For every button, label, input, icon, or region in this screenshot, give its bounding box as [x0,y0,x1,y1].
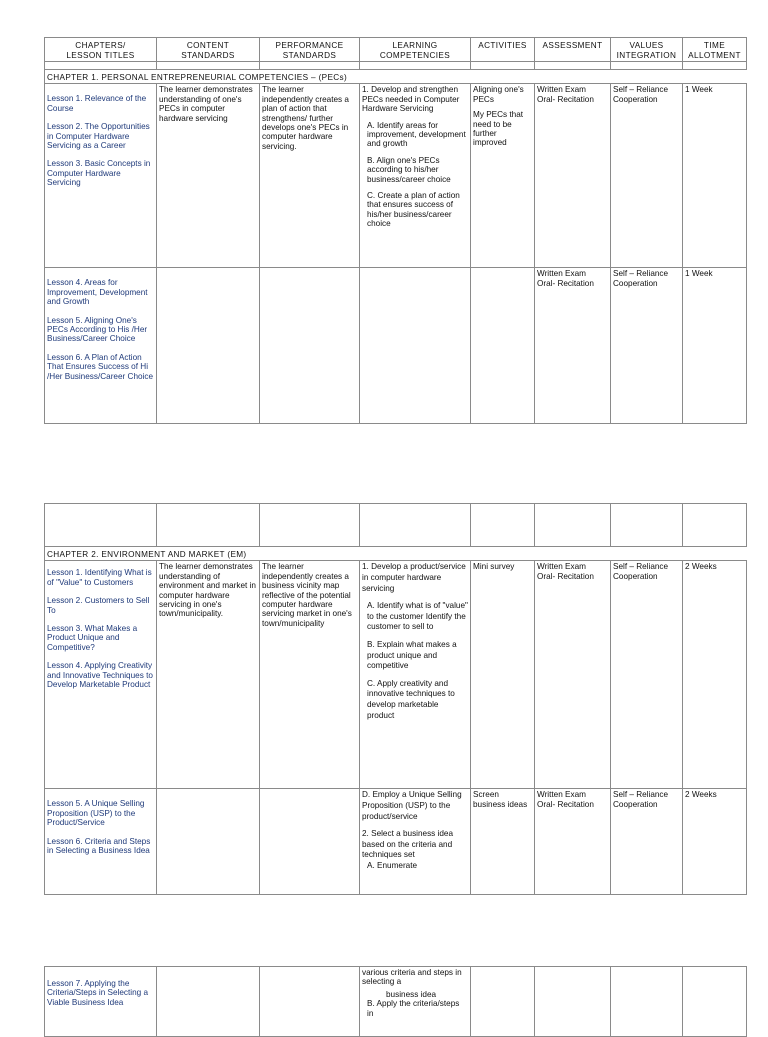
content-standard-cell [157,789,260,895]
value-item: Cooperation [613,571,658,581]
assessment-item: Oral- Recitation [537,799,594,809]
competency-item: B. Align one's PECs according to his/her business/career choice [367,155,451,184]
header-assessment: ASSESSMENT [535,38,611,62]
lesson-titles-cell [45,967,157,1037]
lesson-title: Lesson 5. A Unique Selling Proposition (USP) to the Product/Service [47,799,145,828]
lesson-title: Lesson 4. Applying Creativity and Innovative Techniques to Develop Marketable Product [47,661,153,690]
table-row [45,967,747,1037]
header-row-empty [45,504,747,547]
competency-item: C. Apply creativity and innovative techniques to develop marketable product [367,678,455,720]
header-learning-competencies: LEARNING COMPETENCIES [360,38,471,62]
spacer-row [45,62,747,70]
assessment-cell [535,967,611,1037]
value-item: Cooperation [613,799,658,809]
lesson-titles-cell [45,268,157,424]
header-content-standards: CONTENT STANDARDS [157,38,260,62]
header-chapters: CHAPTERS/ LESSON TITLES [45,38,157,62]
header-time-allotment: TIME ALLOTMENT [683,38,747,62]
assessment-cell [535,789,611,895]
assessment-item: Written Exam [537,269,586,279]
header-row [45,38,747,62]
lesson-title: Lesson 3. What Makes a Product Unique and Competitive? [47,624,138,652]
curriculum-table-page2 [44,503,747,895]
competency-item: B. Apply the criteria/steps in [367,999,460,1018]
competency-item: C. Create a plan of action that ensures success of his/her business/career choice [367,191,460,229]
assessment-cell [535,268,611,424]
value-item: Self – Reliance [613,790,669,800]
competency-item: A. Identify what is of "value" to the customer Identify the customer to sell to [367,601,468,632]
activity-item: My PECs that need to be further improved [473,110,524,148]
content-standard-cell: The learner demonstrates understanding of one's PECs in computer hardware servicing [157,84,260,268]
lesson-title: Lesson 6. A Plan of Action That Ensures Success of Hi /Her Business/Career Choice [47,352,154,381]
header-performance-standards: PERFORMANCE STANDARDS [260,38,360,62]
lesson-title: Lesson 1. Relevance of the Course [47,94,147,113]
time-cell: 1 Week [683,84,747,268]
table-row [45,561,747,789]
chapter-1-title: CHAPTER 1. PERSONAL ENTREPRENEURIAL COMPETENCIES – (PECs) [45,70,747,84]
lesson-title: Lesson 2. Customers to Sell To [47,596,150,615]
assessment-item: Written Exam [537,790,586,800]
assessment-cell [535,84,611,268]
assessment-item: Oral- Recitation [537,278,594,288]
assessment-cell [535,561,611,789]
table-row [45,789,747,895]
time-cell [683,967,747,1037]
activities-cell [471,84,535,268]
performance-standard-cell [260,967,360,1037]
lesson-title: Lesson 2. The Opportunities in Computer Hardware Servicing as a Career [47,122,150,151]
content-standard-cell: The learner demonstrates understanding of environment and market in computer hardware servicing in one's town/municipality. [157,561,260,789]
content-standard-cell [157,967,260,1037]
curriculum-table-page1 [44,37,747,424]
value-item: Cooperation [613,94,658,104]
value-item: Cooperation [613,278,658,288]
competency-item: 1. Develop a product/service in computer hardware servicing [362,562,466,593]
activities-cell [471,967,535,1037]
lesson-title: Lesson 5. Aligning One's PECs According to His /Her Business/Career Choice [47,315,148,344]
lesson-titles-cell [45,84,157,268]
learning-competencies-cell [360,84,471,268]
activities-cell: Screen business ideas [471,789,535,895]
assessment-item: Oral- Recitation [537,94,594,104]
competency-item: A. Identify areas for improvement, development and growth [367,120,466,149]
time-cell: 1 Week [683,268,747,424]
competency-item: D. Employ a Unique Selling Proposition (USP) to the product/service [362,790,462,821]
value-item: Self – Reliance [613,85,669,95]
table-row [45,268,747,424]
lesson-titles-cell [45,789,157,895]
lesson-title: Lesson 4. Areas for Improvement, Development and Growth [47,278,148,307]
competency-item: business idea [386,989,437,999]
performance-standard-cell [260,268,360,424]
competency-item: 1. Develop and strengthen PECs needed in Computer Hardware Servicing [362,85,460,114]
performance-standard-cell: The learner independently creates a plan of action that strengthens/ further develops one's PECs in computer hardware servicing. [260,84,360,268]
values-cell [611,84,683,268]
lesson-title: Lesson 1. Identifying What is of "Value" to Customers [47,568,152,587]
assessment-item: Written Exam [537,562,586,572]
header-activities: ACTIVITIES [471,38,535,62]
curriculum-table-page3 [44,966,747,1037]
values-cell [611,268,683,424]
table-row [45,84,747,268]
competency-item: 2. Select a business idea based on the criteria and techniques set [362,829,454,860]
learning-competencies-cell [360,561,471,789]
chapter-row [45,70,747,84]
performance-standard-cell [260,789,360,895]
learning-competencies-cell [360,789,471,895]
lesson-title: Lesson 3. Basic Concepts in Computer Hardware Servicing [47,159,151,188]
performance-standard-cell: The learner independently creates a business vicinity map reflective of the potential computer hardware servicing market in one's town/municipality [260,561,360,789]
assessment-item: Oral- Recitation [537,571,594,581]
learning-competencies-cell [360,268,471,424]
content-standard-cell [157,268,260,424]
header-values-integration: VALUES INTEGRATION [611,38,683,62]
value-item: Self – Reliance [613,562,669,572]
values-cell [611,789,683,895]
activity-item: Aligning one's PECs [473,85,524,104]
chapter-row [45,547,747,561]
time-cell: 2 Weeks [683,561,747,789]
competency-item: A. Enumerate [367,860,418,870]
values-cell [611,967,683,1037]
chapter-2-title: CHAPTER 2. ENVIRONMENT AND MARKET (EM) [45,547,747,561]
assessment-item: Written Exam [537,85,586,95]
learning-competencies-cell [360,967,471,1037]
activities-cell [471,268,535,424]
competency-item: various criteria and steps in selecting a [362,968,462,987]
lesson-title: Lesson 7. Applying the Criteria/Steps in Selecting a Viable Business Idea [47,979,149,1007]
lesson-titles-cell [45,561,157,789]
lesson-title: Lesson 6. Criteria and Steps in Selecting a Business Idea [47,836,151,856]
values-cell [611,561,683,789]
time-cell: 2 Weeks [683,789,747,895]
value-item: Self – Reliance [613,269,669,279]
activities-cell: Mini survey [471,561,535,789]
competency-item: B. Explain what makes a product unique and competitive [367,639,457,671]
